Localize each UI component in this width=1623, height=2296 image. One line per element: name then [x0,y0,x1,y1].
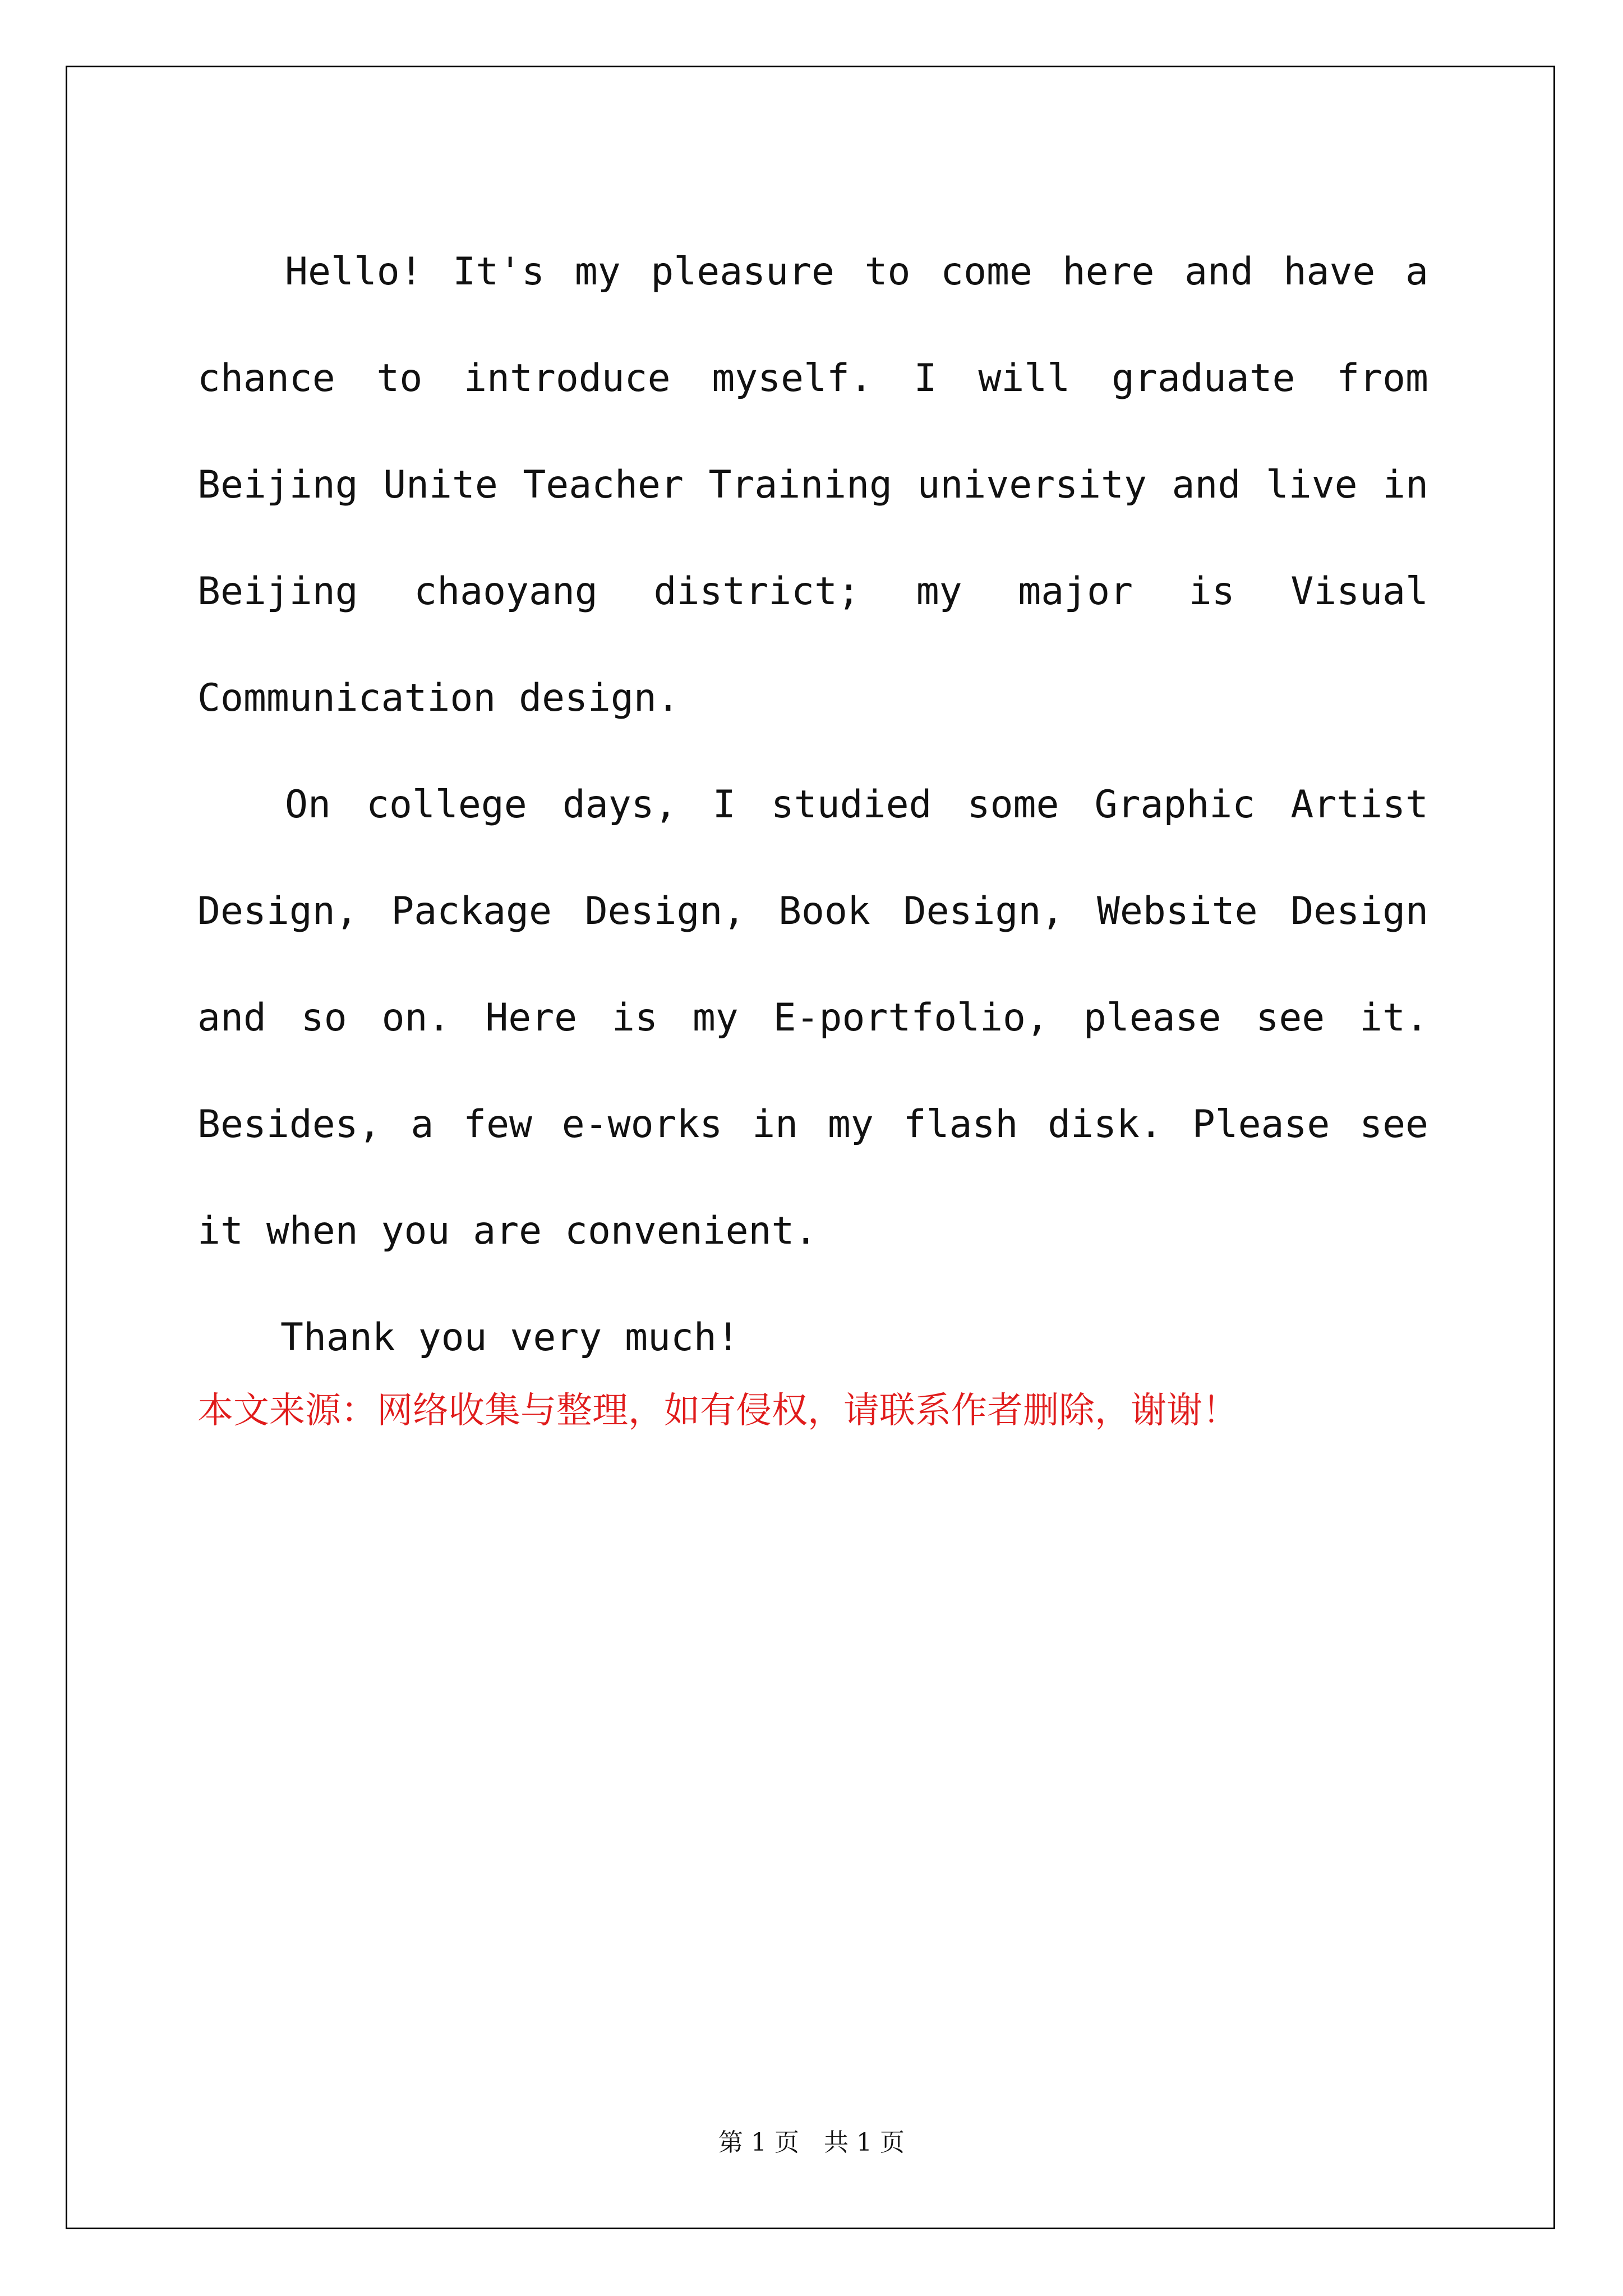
page-footer [0,2126,1623,2160]
body-text [197,219,1428,1391]
page-total: 共 1 页 [824,2128,905,2157]
page-number: 第 1 页 [718,2128,799,2157]
paragraph-studies: On college days, I studied some Graphic Artist Design, Package Design, Book Design, Website Design and so on. Here is my E-portfolio, please see it. Besides, a few e-works in my flash disk. Please see it when you are convenient. [197,783,1428,1253]
source-notice: 本文来源：网络收集与整理，如有侵权，请联系作者删除，谢谢！ [197,1390,1238,1432]
paragraph-thanks: Thank you very much! [280,1315,740,1360]
paragraph-introduction: Hello! It's my pleasure to come here and have a chance to introduce myself. I will graduate from Beijing Unite Teacher Training university and live in Beijing chaoyang district; my major is Visual Communication design. [197,250,1428,720]
